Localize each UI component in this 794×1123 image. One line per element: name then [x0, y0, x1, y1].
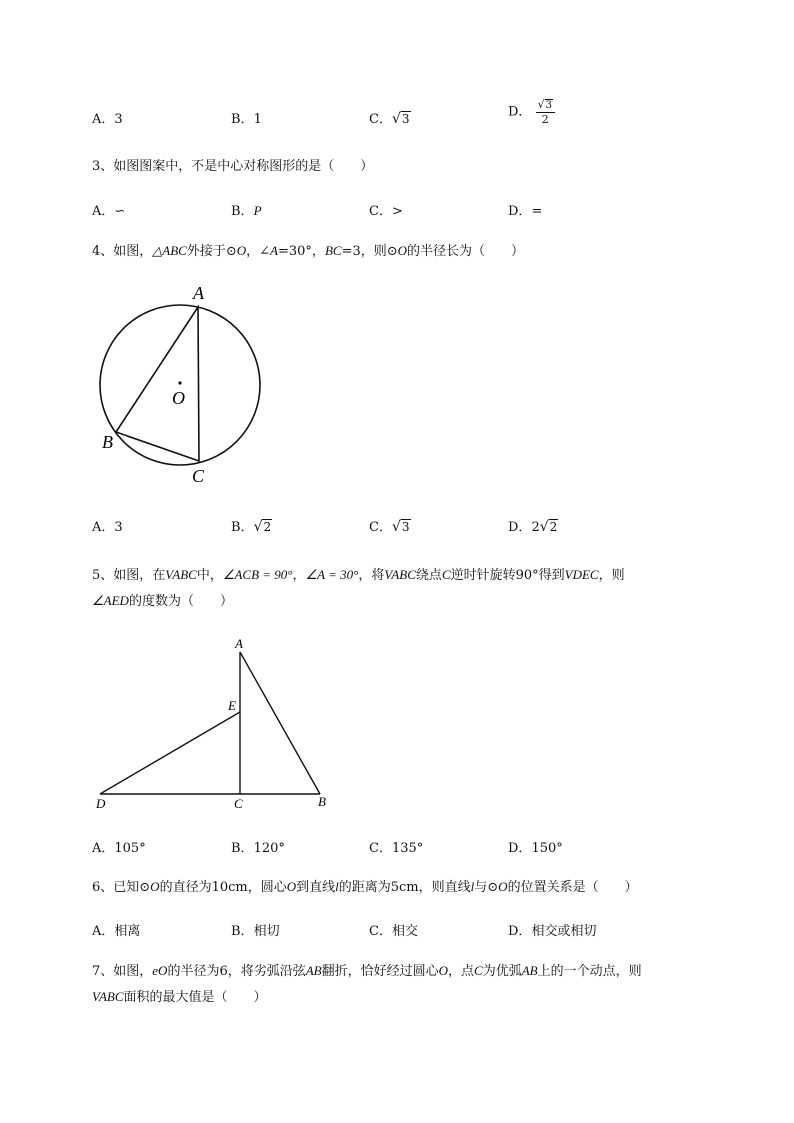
line-de: [100, 712, 240, 794]
q4-option-b: B．√2: [231, 519, 272, 535]
triangle-abc: [116, 307, 199, 461]
label-e: E: [228, 698, 236, 713]
q6-option-d: D．相交或相切: [508, 924, 597, 939]
question-5-line-2: ∠AED的度数为（ ）: [92, 593, 233, 609]
fraction: $\frac{√3}{2}$: [536, 98, 555, 126]
question-4-stem: 4、如图，△ABC外接于⊙O，∠A=30°，BC=3，则⊙O的半径长为（ ）: [92, 243, 525, 259]
center-point: [178, 381, 181, 384]
label-c: C: [234, 796, 243, 811]
q3-option-d: D．=: [508, 204, 543, 219]
sqrt-expression: √3: [391, 519, 410, 535]
label-c: C: [192, 466, 205, 486]
sqrt-expression: √2: [253, 519, 272, 535]
question-3-stem: 3、如图图案中，不是中心对称图形的是（ ）: [92, 159, 374, 174]
q4-option-d: D．2√2: [508, 519, 558, 535]
q3-option-b: B．P: [231, 203, 262, 219]
q2-option-c: C．√3: [369, 111, 410, 127]
label-o: O: [172, 388, 185, 408]
q3-option-c: C．>: [369, 204, 403, 219]
q5-option-c: C．135°: [369, 841, 424, 856]
label-b: B: [102, 432, 113, 452]
q6-option-a: A．相离: [92, 924, 141, 939]
question-7-line-2: VABC面积的最大值是（ ）: [92, 989, 267, 1005]
sqrt-expression: √2: [539, 519, 558, 535]
q5-triangle-figure: [92, 632, 342, 814]
q4-option-c: C．√3: [369, 519, 410, 535]
q6-option-c: C．相交: [369, 924, 418, 939]
q3-option-a: A．∽: [92, 204, 126, 219]
q2-option-a: A．3: [92, 112, 123, 127]
q5-option-a: A．105°: [92, 841, 146, 856]
question-7-line-1: 7、如图，eO的半径为6，将劣弧沿弦AB翻折，恰好经过圆心O，点C为优弧AB上的一个动点，则: [92, 963, 642, 979]
q4-option-a: A．3: [92, 520, 123, 535]
q4-circle-figure: [92, 278, 272, 490]
label-a: A: [193, 283, 204, 303]
line-ab: [240, 652, 320, 794]
q5-option-b: B．120°: [231, 841, 285, 856]
q6-option-b: B．相切: [231, 924, 280, 939]
q5-option-d: D．150°: [508, 841, 563, 856]
q2-option-b: B．1: [231, 112, 262, 127]
label-b: B: [318, 794, 326, 809]
sqrt-expression: √3: [391, 111, 410, 127]
label-d: D: [96, 796, 106, 811]
label-a: A: [235, 636, 243, 651]
question-5-line-1: 5、如图，在VABC中，∠ACB = 90°，∠A = 30°，将VABC绕点C逆时针旋转90°得到VDEC，则: [92, 567, 625, 583]
circle-o: [100, 305, 260, 465]
question-6-stem: 6、已知⊙O的直径为10cm，圆心O到直线l的距离为5cm，则直线l与⊙O的位置关系是（ ）: [92, 879, 638, 895]
q2-option-d: D． $\frac{√3}{2}$: [508, 98, 555, 126]
